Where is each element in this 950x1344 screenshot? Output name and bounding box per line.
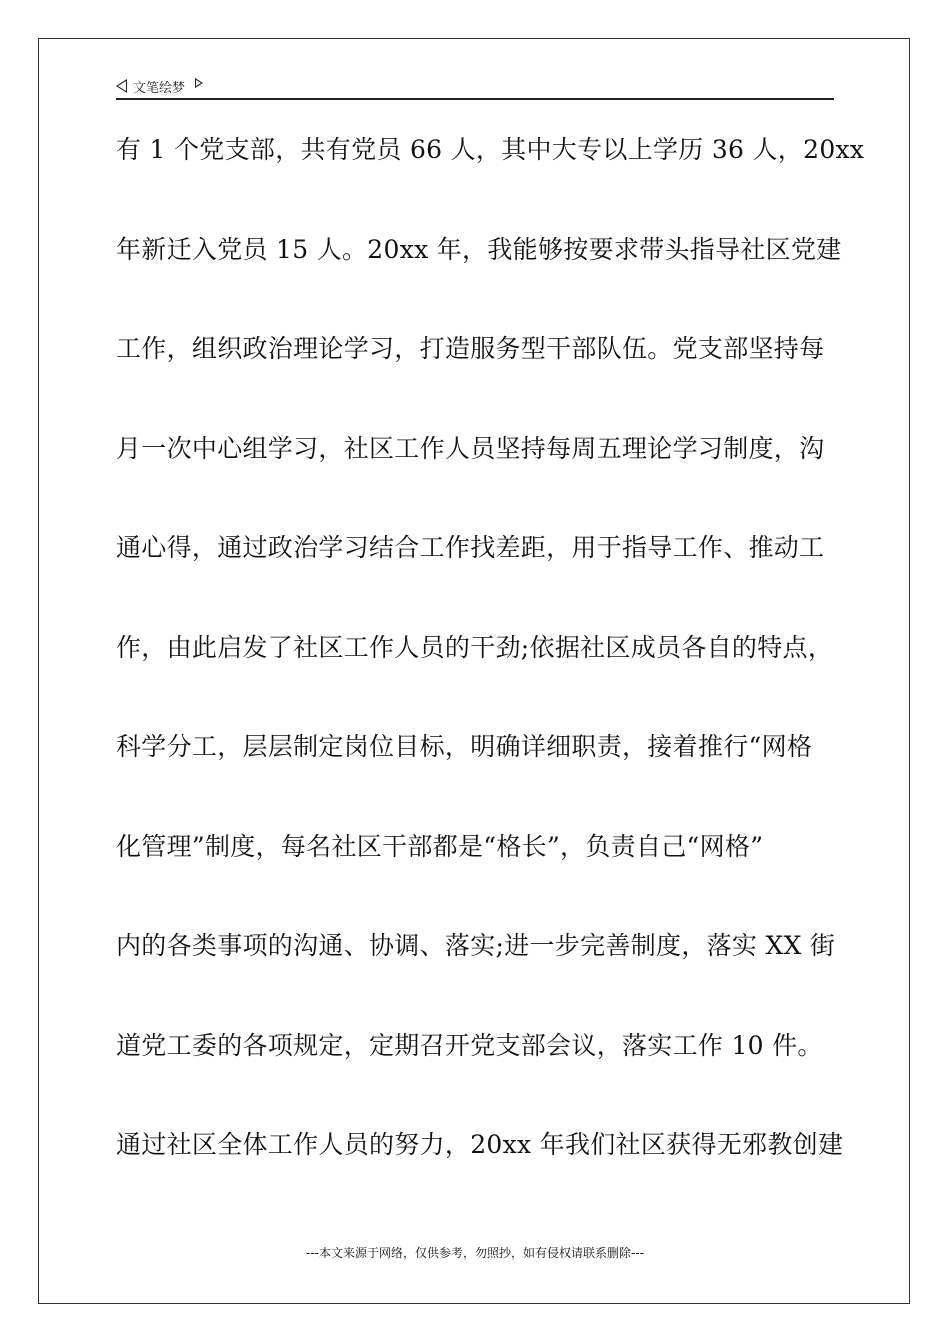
- text-line: 化管理”制度，每名社区干部都是“格长”，负责自己“网格”: [116, 831, 764, 861]
- text-line: 内的各类事项的沟通、协调、落实;进一步完善制度，落实 XX 街: [116, 931, 836, 960]
- triangle-right-icon: [195, 78, 203, 88]
- text-line: 作，由此启发了社区工作人员的干劲;依据社区成员各自的特点，: [116, 632, 834, 662]
- document-body: [116, 128, 865, 1223]
- footer-notice: ---本文来源于网络，仅供参考，勿照抄，如有侵权请联系删除---: [306, 1246, 644, 1260]
- header-title: 文笔绘梦: [133, 80, 186, 96]
- text-line: 有 1 个党支部，共有党员 66 人，其中大专以上学历 36 人，20xx: [116, 135, 865, 164]
- text-line: 通心得，通过政治学习结合工作找差距，用于指导工作、推动工: [116, 533, 825, 562]
- text-line: 科学分工，层层制定岗位目标，明确详细职责，接着推行“网格: [116, 732, 813, 761]
- text-line: 月一次中心组学习，社区工作人员坚持每周五理论学习制度，沟: [116, 433, 825, 463]
- text-line: 道党工委的各项规定，定期召开党支部会议，落实工作 10 件。: [116, 1030, 823, 1060]
- triangle-left-icon: [116, 79, 127, 93]
- text-line: 工作，组织政治理论学习，打造服务型干部队伍。党支部坚持每: [116, 334, 825, 363]
- text-line: 通过社区全体工作人员的努力，20xx 年我们社区获得无邪教创建: [116, 1130, 844, 1159]
- text-line: 年新迁入党员 15 人。20xx 年，我能够按要求带头指导社区党建: [116, 234, 842, 264]
- page-header: [116, 74, 834, 100]
